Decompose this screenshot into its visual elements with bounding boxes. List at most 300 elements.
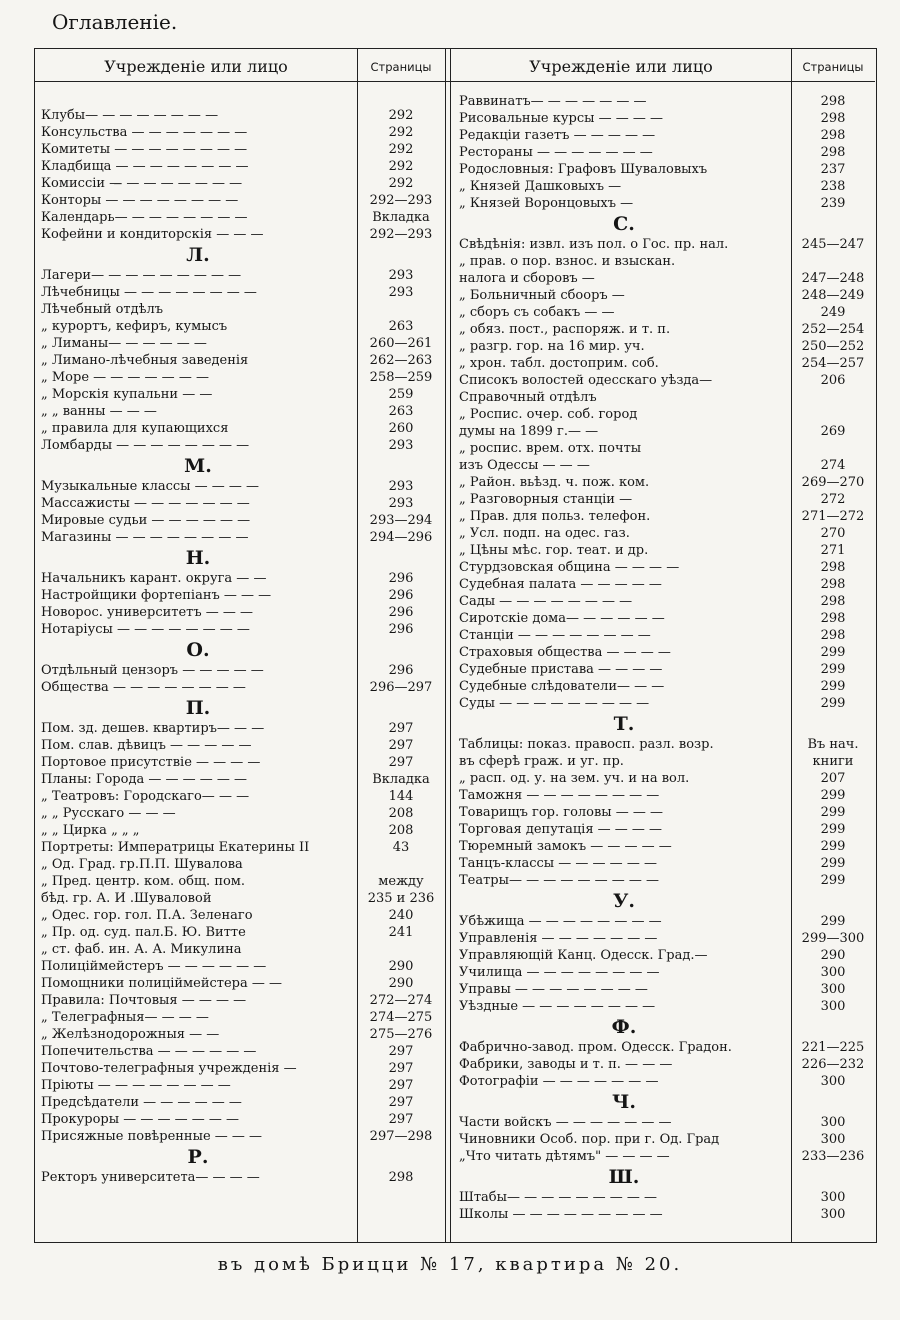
entry-name: Фабрично-завод. пром. Одесск. Градон. (459, 1040, 732, 1055)
footer-address: въ домѣ Брицци № 17, квартира № 20. (217, 1254, 683, 1275)
entry-name: Консульства — — — — — — — (41, 125, 248, 140)
entry-name: изъ Одессы — — — (459, 458, 590, 473)
entry-pages: 260—261 (369, 336, 433, 351)
entry-name: Лагери— — — — — — — — — (41, 268, 242, 283)
entry-name: „ Желѣзнодорожныя — — (41, 1027, 220, 1042)
entry-name: думы на 1899 г.— — (459, 424, 599, 439)
entry-pages: 297 (388, 1112, 414, 1127)
entry-pages: 293 (388, 268, 414, 283)
entry-pages: 297 (388, 1078, 414, 1093)
entry-name: Портреты: Императрицы Екатерины II (41, 840, 310, 855)
toc-entry (35, 947, 875, 964)
entry-pages: 262—263 (369, 353, 433, 368)
entry-pages: 297 (388, 755, 414, 770)
toc-entry (35, 627, 875, 644)
entry-name: Школы — — — — — — — — — (459, 1207, 663, 1222)
entry-pages: 292—293 (369, 227, 433, 242)
toc-entry (35, 1189, 875, 1206)
entry-pages: 293 (388, 479, 414, 494)
entry-pages: 300 (820, 965, 846, 980)
entry-name: Товарищъ гор. головы — — — (459, 805, 664, 820)
left-name-header: Учрежденіе или лицо (104, 57, 288, 76)
entry-pages: 249 (820, 305, 846, 320)
entry-pages: 299 (820, 839, 846, 854)
entry-name: Присяжные повѣренные — — — (41, 1129, 263, 1144)
entry-name: „ сборъ съ собакъ — — (459, 305, 615, 320)
toc-entry (35, 1148, 875, 1165)
entry-pages: 300 (820, 999, 846, 1014)
entry-name: Торговая депутація — — — — (459, 822, 663, 837)
toc-entry (35, 389, 875, 406)
entry-name: въ сферѣ граж. и уг. пр. (459, 754, 624, 769)
entry-pages: 297 (388, 1061, 414, 1076)
toc-entry (35, 127, 875, 144)
entry-name: Портовое присутствіе — — — — (41, 755, 261, 770)
entry-name: „ Телеграфныя— — — — (41, 1010, 209, 1025)
toc-entry (35, 804, 875, 821)
entry-pages: 296 (388, 571, 414, 586)
entry-name: Фабрики, заводы и т. п. — — — (459, 1057, 673, 1072)
entry-pages: 207 (820, 771, 846, 786)
entry-pages: 296 (388, 605, 414, 620)
entry-pages: 238 (820, 179, 846, 194)
entry-pages: 298 (820, 128, 846, 143)
entry-name: Свѣдѣнія: извл. изъ пол. о Гос. пр. нал. (459, 237, 729, 252)
section-letter: Ф. (611, 1016, 637, 1038)
entry-name: Управленія — — — — — — — (459, 931, 658, 946)
toc-entry (35, 678, 875, 695)
entry-name: Массажисты — — — — — — — (41, 496, 250, 511)
entry-pages: 292 (388, 176, 414, 191)
entry-name: „ Одес. гор. гол. П.А. Зеленаго (41, 908, 253, 923)
toc-entry (35, 270, 875, 287)
entry-pages: Вкладка (372, 772, 430, 787)
toc-entry (35, 508, 875, 525)
entry-pages: 299 (820, 662, 846, 677)
toc-entry (35, 998, 875, 1015)
entry-name: Управляющій Канц. Одесск. Град.— (459, 948, 708, 963)
entry-name: Новорос. университетъ — — — (41, 605, 254, 620)
entry-pages: 292 (388, 142, 414, 157)
entry-pages: 298 (820, 611, 846, 626)
section-letter: Р. (187, 1146, 209, 1168)
entry-name: Пом. слав. дѣвицъ — — — — — (41, 738, 252, 753)
toc-entry (35, 457, 875, 474)
entry-name: Мировые судьи — — — — — — (41, 513, 251, 528)
section-letter: С. (613, 213, 635, 235)
section-letter: Л. (186, 244, 210, 266)
entry-pages: 300 (820, 1207, 846, 1222)
entry-pages: 300 (820, 1115, 846, 1130)
entry-pages: 297 (388, 721, 414, 736)
entry-name: Кофейни и кондиторскія — — — (41, 227, 264, 242)
entry-pages: 235 и 236 (367, 891, 435, 906)
entry-name: „ Лиманы— — — — — — (41, 336, 207, 351)
entry-pages: 247—248 (801, 271, 865, 286)
entry-name: Магазины — — — — — — — — (41, 530, 249, 545)
left-pages-header: Страницы (370, 60, 432, 74)
entry-name: Прокуроры — — — — — — — (41, 1112, 240, 1127)
toc-entry (35, 981, 875, 998)
entry-pages: 297 (388, 738, 414, 753)
toc-entry (35, 593, 875, 610)
section-letter: Т. (613, 713, 635, 735)
entry-name: Рестораны — — — — — — — (459, 145, 653, 160)
entry-pages: 272—274 (369, 993, 433, 1008)
entry-pages: 300 (820, 982, 846, 997)
entry-pages: 293—294 (369, 513, 433, 528)
entry-name: Части войскъ — — — — — — — (459, 1115, 672, 1130)
entry-name: Чиновники Особ. пор. при г. Од. Град (459, 1132, 720, 1147)
entry-pages: 237 (820, 162, 846, 177)
entry-name: Сады — — — — — — — — (459, 594, 633, 609)
entry-name: Комитеты — — — — — — — — (41, 142, 248, 157)
toc-entry (35, 338, 875, 355)
toc-entry (35, 753, 875, 770)
toc-entry (35, 93, 875, 110)
entry-pages: 299 (820, 914, 846, 929)
entry-pages: 250—252 (801, 339, 865, 354)
entry-pages: 208 (388, 823, 414, 838)
entry-pages: 298 (388, 1170, 414, 1185)
toc-entry (35, 872, 875, 889)
entry-pages: 259 (388, 387, 414, 402)
toc-entry (35, 695, 875, 712)
entry-name: Фотографіи — — — — — — — (459, 1074, 659, 1089)
entry-pages: книги (812, 754, 854, 769)
entry-pages: 297—298 (369, 1129, 433, 1144)
toc-entry (35, 661, 875, 678)
toc-entry (35, 178, 875, 195)
entry-pages: 297 (388, 1044, 414, 1059)
entry-pages: 299 (820, 856, 846, 871)
entry-name: Полиціймейстеръ — — — — — — (41, 959, 267, 974)
toc-entry (35, 930, 875, 947)
toc-entry (35, 855, 875, 872)
entry-pages: 299 (820, 873, 846, 888)
entry-pages: 298 (820, 111, 846, 126)
section-letter: Н. (185, 547, 211, 569)
toc-entry (35, 372, 875, 389)
entry-name: Уѣздные — — — — — — — — (459, 999, 656, 1014)
entry-pages: 271 (820, 543, 846, 558)
entry-name: Почтово-телеграфныя учрежденія — (41, 1061, 297, 1076)
entry-name: „ Од. Град. гр.П.П. Шувалова (41, 857, 243, 872)
entry-name: „ Театровъ: Городскаго— — — (41, 789, 250, 804)
entry-pages: 298 (820, 560, 846, 575)
entry-pages: 299 (820, 805, 846, 820)
entry-pages: 299—300 (801, 931, 865, 946)
entry-name: „ обяз. пост., распоряж. и т. п. (459, 322, 671, 337)
entry-pages: 263 (388, 319, 414, 334)
entry-pages: 269—270 (801, 475, 865, 490)
toc-entry (35, 770, 875, 787)
toc-entry (35, 355, 875, 372)
entry-name: „ Пр. од. суд. пал.Б. Ю. Витте (41, 925, 246, 940)
entry-name: Лѣчебный отдѣлъ (41, 302, 164, 317)
entry-pages: 298 (820, 94, 846, 109)
right-pages-header: Страницы (802, 60, 864, 74)
entry-pages: 239 (820, 196, 846, 211)
entry-pages: 298 (820, 577, 846, 592)
entry-name: Ломбарды — — — — — — — — (41, 438, 250, 453)
entry-pages: 299 (820, 679, 846, 694)
entry-name: Судебная палата — — — — — (459, 577, 662, 592)
entry-name: Таблицы: показ. правосп. разл. возр. (459, 737, 714, 752)
entry-name: Станціи — — — — — — — — (459, 628, 651, 643)
entry-pages: Вкладка (372, 210, 430, 225)
entry-pages: 296 (388, 663, 414, 678)
entry-pages: 275—276 (369, 1027, 433, 1042)
entry-name: „ Разговорныя станціи — (459, 492, 633, 507)
section-letter: У. (612, 890, 636, 912)
toc-entry (35, 644, 875, 661)
entry-pages: 263 (388, 404, 414, 419)
entry-name: Сиротскіе дома— — — — — — (459, 611, 665, 626)
entry-pages: 300 (820, 1190, 846, 1205)
entry-name: Лѣчебницы — — — — — — — — (41, 285, 257, 300)
entry-name: „ Роспис. очер. соб. город (459, 407, 638, 422)
entry-name: „ „ ванны — — — (41, 404, 157, 419)
entry-pages: 274 (820, 458, 846, 473)
entry-name: Рисовальные курсы — — — — (459, 111, 664, 126)
toc-entry (35, 474, 875, 491)
entry-pages: 300 (820, 1074, 846, 1089)
entry-name: Пом. зд. дешев. квартиръ— — — (41, 721, 265, 736)
entry-name: Клубы— — — — — — — — (41, 108, 219, 123)
entry-pages: 221—225 (801, 1040, 865, 1055)
entry-pages: 292 (388, 108, 414, 123)
toc-entry (35, 440, 875, 457)
entry-name: бѣд. гр. А. И .Шуваловой (41, 891, 212, 906)
toc-entry (35, 838, 875, 855)
entry-name: „ расп. од. у. на зем. уч. и на вол. (459, 771, 690, 786)
section-letter: П. (185, 697, 211, 719)
toc-entry (35, 821, 875, 838)
entry-pages: 290 (820, 948, 846, 963)
entry-name: Нотаріусы — — — — — — — — (41, 622, 250, 637)
entry-name: Судебные слѣдователи— — — (459, 679, 665, 694)
toc-entry (35, 321, 875, 338)
toc-entry (35, 110, 875, 127)
entry-name: Планы: Города — — — — — — (41, 772, 248, 787)
entry-pages: 296—297 (369, 680, 433, 695)
toc-entry (35, 525, 875, 542)
entry-name: Штабы— — — — — — — — — (459, 1190, 658, 1205)
right-name-header: Учрежденіе или лицо (529, 57, 713, 76)
entry-name: „ роспис. врем. отх. почты (459, 441, 642, 456)
entry-pages: 292—293 (369, 193, 433, 208)
entry-name: Управы — — — — — — — — (459, 982, 648, 997)
entry-name: „ Князей Дашковыхъ — (459, 179, 622, 194)
entry-name: „ „ Русскаго — — — (41, 806, 176, 821)
entry-name: Танцъ-классы — — — — — — (459, 856, 657, 871)
entry-pages: 43 (392, 840, 410, 855)
entry-name: „ „ Цирка „ „ „ (41, 823, 140, 838)
entry-name: налога и сборовъ — (459, 271, 595, 286)
entry-pages: 292 (388, 159, 414, 174)
toc-entry (35, 720, 445, 737)
toc-entry (35, 787, 875, 804)
entry-pages: 293 (388, 496, 414, 511)
entry-pages: 258—259 (369, 370, 433, 385)
entry-name: Убѣжища — — — — — — — — (459, 914, 662, 929)
entry-pages: 144 (388, 789, 414, 804)
entry-name: „ Морскія купальни — — (41, 387, 213, 402)
entry-name: „Что читать дѣтямъ" — — — — (459, 1149, 670, 1164)
entry-name: Училища — — — — — — — — (459, 965, 660, 980)
entry-pages: Въ нач. (807, 737, 859, 752)
entry-pages: 226—232 (801, 1057, 865, 1072)
toc-entry (35, 559, 875, 576)
entry-name: Пріюты — — — — — — — — (41, 1078, 231, 1093)
entry-name: Редакціи газетъ — — — — — (459, 128, 656, 143)
entry-name: Общества — — — — — — — — (41, 680, 246, 695)
toc-entry (35, 161, 875, 178)
entry-pages: 241 (388, 925, 414, 940)
toc-entry (35, 491, 875, 508)
entry-name: Кладбища — — — — — — — — (41, 159, 249, 174)
toc-entry (35, 1094, 445, 1111)
entry-pages: 269 (820, 424, 846, 439)
toc-entry (35, 913, 875, 930)
entry-pages: 271—272 (801, 509, 865, 524)
entry-name: Суды — — — — — — — — — (459, 696, 650, 711)
entry-pages: 254—257 (801, 356, 865, 371)
toc-entry (35, 1206, 875, 1223)
entry-name: „ прав. о пор. взнос. и взыскан. (459, 254, 676, 269)
entry-pages: 293 (388, 285, 414, 300)
entry-name: Театры— — — — — — — — — (459, 873, 660, 888)
toc-entry (35, 253, 875, 270)
entry-name: „ ст. фаб. ин. А. А. Микулина (41, 942, 242, 957)
toc-entry (35, 890, 445, 907)
entry-pages: 299 (820, 696, 846, 711)
entry-name: „ Прав. для польз. телефон. (459, 509, 651, 524)
toc-entry (35, 610, 875, 627)
entry-name: „ разгр. гор. на 16 мир. уч. (459, 339, 645, 354)
entry-name: Таможня — — — — — — — — (459, 788, 660, 803)
entry-name: „ Пред. центр. ком. общ. пом. (41, 874, 246, 889)
entry-name: Списокъ волостей одесскаго уѣзда— (459, 373, 713, 388)
entry-pages: 297 (388, 1095, 414, 1110)
toc-entry (35, 542, 875, 559)
entry-name: Стурдзовская община — — — — (459, 560, 680, 575)
toc-entry (35, 1039, 875, 1056)
toc-entry (35, 287, 875, 304)
toc-entry (35, 964, 875, 981)
entry-pages: 270 (820, 526, 846, 541)
entry-pages: 299 (820, 645, 846, 660)
entry-name: Конторы — — — — — — — — (41, 193, 239, 208)
entry-name: „ Князей Воронцовыхъ — (459, 196, 634, 211)
section-letter: Ш. (608, 1166, 640, 1188)
entry-pages: 248—249 (801, 288, 865, 303)
entry-name: „ курортъ, кефиръ, кумысъ (41, 319, 228, 334)
entry-name: Комиссіи —̶ — — — — — — — (41, 176, 243, 191)
entry-name: Настройщики фортепіанъ — — — (41, 588, 272, 603)
entry-pages: 298 (820, 594, 846, 609)
entry-name: Правила: Почтовыя — — — — (41, 993, 247, 1008)
entry-name: Справочный отдѣлъ (459, 390, 597, 405)
entry-pages: 272 (820, 492, 846, 507)
entry-name: Родословныя: Графовъ Шуваловыхъ (459, 162, 708, 177)
entry-pages: 300 (820, 1132, 846, 1147)
section-letter: М. (184, 455, 212, 477)
entry-pages: 296 (388, 622, 414, 637)
page-title: Оглавленiе. (52, 10, 178, 34)
entry-name: Отдѣльный цензоръ — — — — — (41, 663, 264, 678)
entry-name: Тюремный замокъ — — — — — (459, 839, 672, 854)
entry-pages: 290 (388, 976, 414, 991)
toc-entry (35, 736, 875, 753)
entry-name: Попечительства — — — — — — (41, 1044, 257, 1059)
toc-entry (35, 1131, 875, 1148)
toc-entry (35, 576, 875, 593)
entry-name: Страховыя общества — — — — (459, 645, 671, 660)
entry-name: Музыкальные классы — — — — (41, 479, 260, 494)
entry-name: Судебные пристава — — — — (459, 662, 663, 677)
section-letter: Ч. (612, 1091, 636, 1113)
entry-pages: 294—296 (369, 530, 433, 545)
entry-pages: 206 (820, 373, 846, 388)
entry-pages: 208 (388, 806, 414, 821)
entry-name: „ Район. вьѣзд. ч. пож. ком. (459, 475, 650, 490)
header-divider (35, 81, 875, 82)
entry-pages: 299 (820, 822, 846, 837)
toc-entry (35, 1169, 445, 1186)
entry-pages: 240 (388, 908, 414, 923)
entry-pages: 233—236 (801, 1149, 865, 1164)
entry-name: „ Больничный сбооръ — (459, 288, 625, 303)
entry-name: Предсѣдатели — — — — — — (41, 1095, 242, 1110)
toc-entry (35, 1056, 875, 1073)
entry-pages: 298 (820, 145, 846, 160)
toc-entry (35, 406, 875, 423)
entry-name: Ректоръ университета— — — — (41, 1170, 260, 1185)
entry-name: Календарь— — — — — — — — (41, 210, 248, 225)
entry-name: „ Цѣны мѣс. гор. теат. и др. (459, 543, 649, 558)
entry-name: Начальникъ карант. округа — — (41, 571, 267, 586)
entry-name: „ хрон. табл. достоприм. соб. (459, 356, 659, 371)
toc-entry (35, 304, 875, 321)
entry-pages: 252—254 (801, 322, 865, 337)
entry-pages: 299 (820, 788, 846, 803)
entry-pages: 292 (388, 125, 414, 140)
toc-entry (35, 195, 875, 212)
table-of-contents (34, 48, 877, 1243)
toc-entry (35, 423, 875, 440)
entry-pages: между (378, 874, 424, 889)
toc-entry (35, 1073, 875, 1090)
entry-pages: 274—275 (369, 1010, 433, 1025)
toc-entry (35, 236, 875, 253)
entry-pages: 245—247 (801, 237, 865, 252)
section-letter: О. (186, 639, 210, 661)
entry-name: Помощники полиціймейстера — — (41, 976, 283, 991)
entry-pages: 298 (820, 628, 846, 643)
entry-pages: 296 (388, 588, 414, 603)
entry-name: „ Лимано-лѣчебныя заведенія (41, 353, 249, 368)
entry-name: „ Усл. подп. на одес. газ. (459, 526, 630, 541)
toc-entry (35, 1114, 875, 1131)
entry-name: Раввинатъ— — — — — — — (459, 94, 647, 109)
entry-pages: 260 (388, 421, 414, 436)
entry-name: „ Море — — — — — — — (41, 370, 209, 385)
entry-pages: 290 (388, 959, 414, 974)
entry-name: „ правила для купающихся (41, 421, 229, 436)
toc-entry (35, 144, 875, 161)
